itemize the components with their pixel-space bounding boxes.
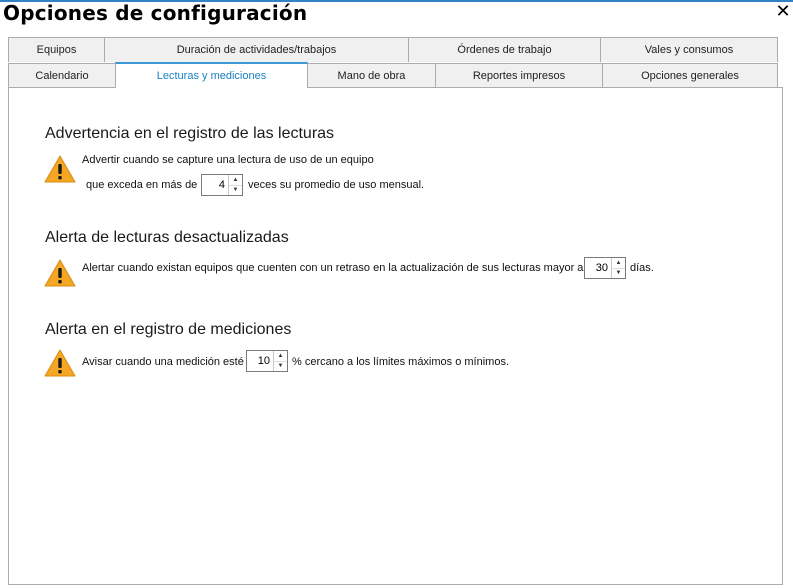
readings-line2-after: veces su promedio de uso mensual.: [248, 179, 425, 191]
tab-label: Lecturas y mediciones: [156, 70, 267, 82]
outdated-text-before: Alertar cuando existan equipos que cuenten con un retraso en la actualización de sus lecturas mayor a: [82, 262, 584, 274]
stepper-value: 10: [257, 355, 270, 367]
measurements-text-after: % cercano a los límites máximos o mínimos.: [292, 356, 510, 368]
tab-calendario[interactable]: [8, 63, 116, 88]
readings-multiplier-stepper[interactable]: [201, 174, 243, 196]
measurements-text-before: Avisar cuando una medición esté: [82, 356, 244, 368]
section-title-readings: Advertencia en el registro de las lecturas: [45, 125, 335, 142]
window-title: Opciones de configuración: [3, 1, 308, 25]
warning-icon: [44, 349, 76, 377]
readings-line2-before: que exceda en más de: [86, 179, 198, 191]
stepper-value: 30: [595, 262, 608, 274]
stepper-buttons: [228, 175, 242, 195]
section-title-outdated: Alerta de lecturas desactualizadas: [45, 229, 289, 246]
tab-label: Duración de actividades/trabajos: [176, 44, 337, 56]
measurements-percent-stepper[interactable]: [246, 350, 288, 372]
tab-label: Calendario: [35, 70, 89, 82]
tab-label: Equipos: [36, 44, 77, 56]
tab-label: Mano de obra: [337, 70, 406, 82]
tab-label: Vales y consumos: [644, 44, 734, 56]
stepper-up-icon[interactable]: ▲: [274, 351, 287, 362]
tab-lecturas-mediciones[interactable]: [115, 62, 308, 88]
stepper-up-icon[interactable]: ▲: [612, 258, 625, 269]
tab-vales-consumos[interactable]: [600, 37, 778, 62]
outdated-text-after: días.: [630, 262, 654, 274]
stepper-buttons: [273, 351, 287, 371]
warning-icon: [44, 259, 76, 287]
stepper-value: 4: [218, 179, 225, 191]
outdated-days-stepper[interactable]: [584, 257, 626, 279]
tab-panel-lecturas: [8, 87, 783, 585]
tab-duracion-actividades[interactable]: [104, 37, 409, 62]
warning-icon: [44, 155, 76, 183]
stepper-buttons: [611, 258, 625, 278]
close-icon[interactable]: ✕: [775, 1, 791, 22]
tab-mano-de-obra[interactable]: [307, 63, 436, 88]
readings-line1: Advertir cuando se capture una lectura de uso de un equipo: [82, 154, 374, 166]
stepper-down-icon[interactable]: ▼: [232, 187, 239, 193]
tab-reportes-impresos[interactable]: [435, 63, 603, 88]
stepper-down-icon[interactable]: ▼: [277, 363, 284, 369]
tab-label: Órdenes de trabajo: [457, 44, 552, 56]
tab-label: Opciones generales: [641, 70, 739, 82]
stepper-down-icon[interactable]: ▼: [615, 270, 622, 276]
tab-equipos[interactable]: [8, 37, 105, 62]
stepper-up-icon[interactable]: ▲: [229, 175, 242, 186]
section-title-measurements: Alerta en el registro de mediciones: [45, 321, 292, 338]
tab-ordenes-trabajo[interactable]: [408, 37, 601, 62]
tab-opciones-generales[interactable]: [602, 63, 778, 88]
tab-label: Reportes impresos: [472, 70, 566, 82]
